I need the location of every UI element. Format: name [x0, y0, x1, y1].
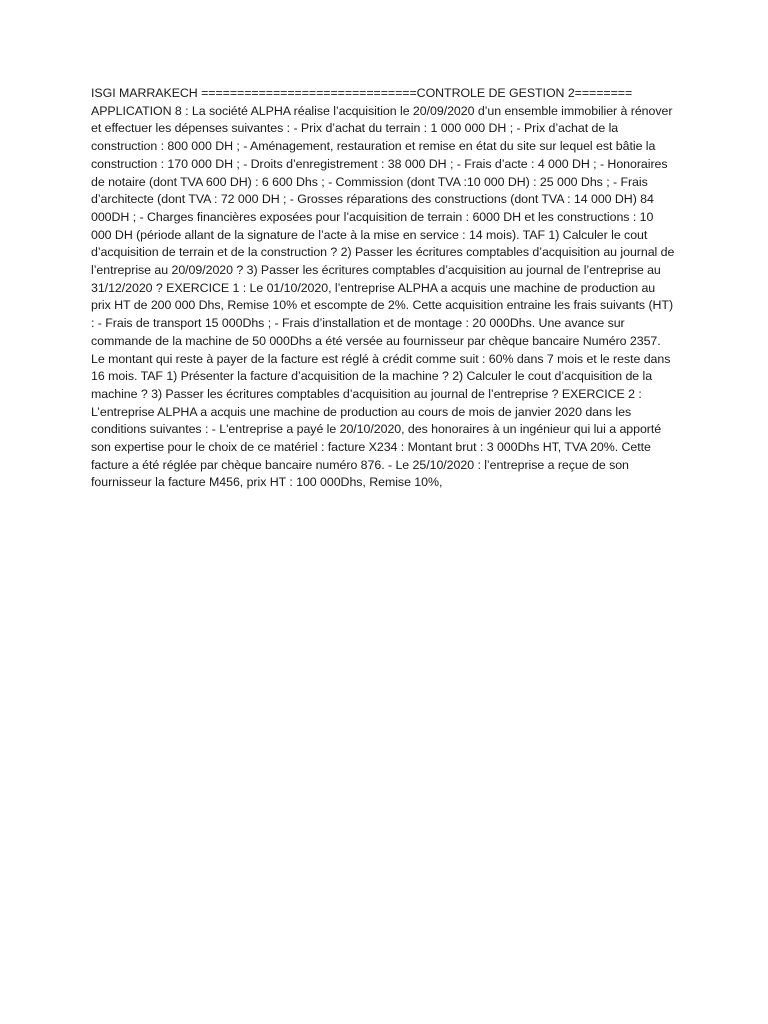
document-body-text: ISGI MARRAKECH ==============================CONTROLE DE GESTION 2======== APPLICATION 8 : La société ALPHA réalise l’acquisition le 20/09/2020 d’un ensemble immobilier à rénover et effectuer les dépenses suivantes : - Prix d’achat du terrain : 1 000 000 DH ; - Prix d’achat de la construction : 800 000 DH ; - Aménagement, restauration et remise en état du site sur lequel est bâtie la construction : 170 000 DH ; - Droits d’enregistrement : 38 000 DH ; - Frais d’acte : 4 000 DH ; - Honoraires de notaire (dont TVA 600 DH) : 6 600 Dhs ; - Commission (dont TVA :10 000 DH) : 25 000 Dhs ; - Frais d’architecte (dont TVA : 72 000 DH ; - Grosses réparations des constructions (dont TVA : 14 000 DH) 84 000DH ; - Charges financières exposées pour l’acquisition de terrain : 6000 DH et les constructions : 10 000 DH (période allant de la signature de l’acte à la mise en service : 14 mois). TAF 1) Calculer le cout d’acquisition de terrain et de la construction ? 2) Passer les écritures comptables d’acquisition au journal de l’entreprise au 20/09/2020 ? 3) Passer les écritures comptables d’acquisition au journal de l’entreprise au 31/12/2020 ? EXERCICE 1 : Le 01/10/2020, l’entreprise ALPHA a acquis une machine de production au prix HT de 200 000 Dhs, Remise 10% et escompte de 2%. Cette acquisition entraine les frais suivants (HT) : - Frais de transport 15 000Dhs ; - Frais d’installation et de montage : 20 000Dhs. Une avance sur commande de la machine de 50 000Dhs a été versée au fournisseur par chèque bancaire Numéro 2357. Le montant qui reste à payer de la facture est réglé à crédit comme suit : 60% dans 7 mois et le reste dans 16 mois. TAF 1) Présenter la facture d’acquisition de la machine ? 2) Calculer le cout d’acquisition de la machine ? 3) Passer les écritures comptables d’acquisition au journal de l’entreprise ? EXERCICE 2 : L’entreprise ALPHA a acquis une machine de production au cours de mois de janvier 2020 dans les conditions suivantes : - L'entreprise a payé le 20/10/2020, des honoraires à un ingénieur qui lui a apporté son expertise pour le choix de ce matériel : facture X234 : Montant brut : 3 000Dhs HT, TVA 20%. Cette facture a été réglée par chèque bancaire numéro 876. - Le 25/10/2020 : l’entreprise a reçue de son fournisseur la facture M456, prix HT : 100 000Dhs, Remise 10%, [91, 86, 675, 490]
